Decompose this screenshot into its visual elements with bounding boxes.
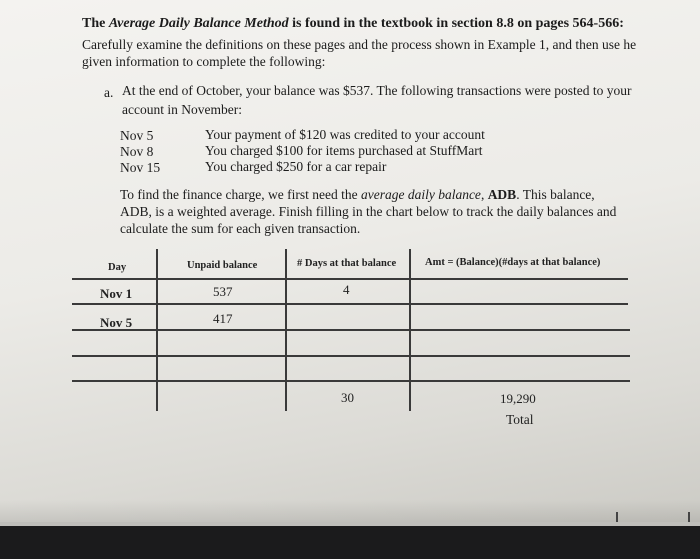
background-surface: [0, 526, 700, 559]
finance-line-3: calculate the sum for each given transaction.: [120, 221, 361, 236]
total-amount: 19,290: [500, 391, 536, 406]
transaction-date: Nov 8: [120, 144, 154, 159]
finance-abbr: ADB: [487, 187, 517, 202]
finance-line-2: ADB, is a weighted average. Finish filling in the chart below to track the daily balances and: [120, 204, 617, 219]
finance-l1-pre: To find the finance charge, we first need the: [120, 187, 361, 202]
intro-line-2: given information to complete the following:: [82, 54, 326, 69]
transaction-description: You charged $100 for items purchased at StuffMart: [205, 143, 483, 158]
finance-l1-post: . This balance,: [516, 187, 595, 202]
total-days: 30: [341, 390, 354, 405]
table-cell-balance: 417: [213, 311, 233, 326]
table-cell-days: 4: [343, 282, 350, 297]
table-rule: [72, 303, 628, 305]
header-days-at-balance: # Days at that balance: [297, 258, 397, 269]
transaction-date: Nov 5: [120, 128, 154, 143]
total-label: Total: [506, 412, 534, 427]
question-marker: a.: [104, 85, 114, 100]
question-a-line-1: At the end of October, your balance was $537. The following transactions were posted to your: [122, 83, 632, 98]
transaction-description: You charged $250 for a car repair: [205, 159, 387, 174]
table-cell-day: Nov 5: [100, 315, 133, 330]
table-rule: [72, 380, 630, 382]
heading-method: Average Daily Balance Method: [108, 16, 289, 31]
header-unpaid-balance: Unpaid balance: [187, 260, 258, 271]
finance-line-1: [120, 186, 595, 203]
section-heading: [82, 15, 624, 32]
finance-term: average daily balance: [360, 187, 481, 202]
table-rule: [72, 329, 630, 331]
header-amount: Amt = (Balance)(#days at that balance): [425, 257, 601, 268]
finance-l1-mid: ,: [480, 187, 488, 202]
header-day: Day: [108, 262, 127, 273]
table-rule: [72, 355, 630, 357]
table-rule: [72, 278, 628, 280]
table-cell-day: Nov 1: [100, 286, 133, 301]
question-a-line-2: account in November:: [122, 102, 242, 117]
intro-line-1: Carefully examine the definitions on these pages and the process shown in Example 1, and then use he: [82, 37, 637, 52]
table-cell-balance: 537: [213, 284, 233, 299]
balance-table: [72, 249, 632, 411]
heading-prefix: The: [82, 16, 109, 31]
transaction-description: Your payment of $120 was credited to your account: [205, 127, 485, 142]
heading-suffix: is found in the textbook in section 8.8 on pages 564-566:: [288, 16, 624, 31]
transaction-date: Nov 15: [120, 160, 161, 175]
